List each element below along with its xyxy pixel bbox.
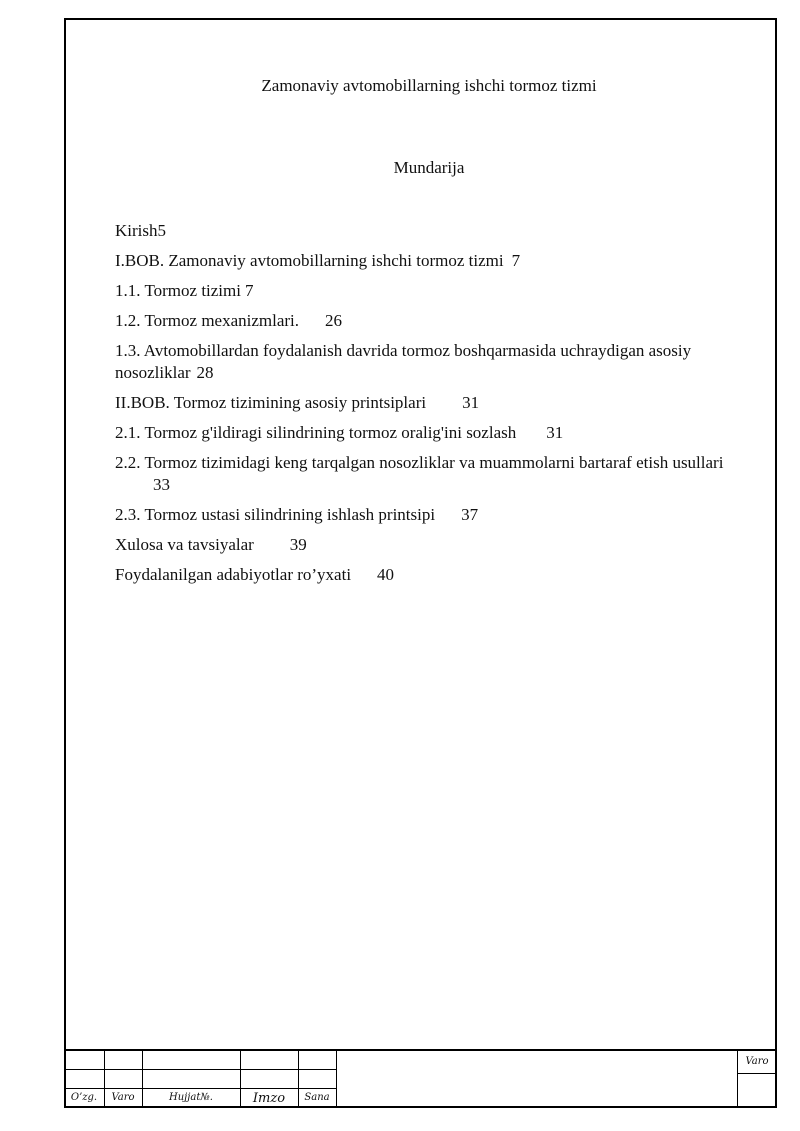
stamp-row-line	[64, 1088, 336, 1089]
toc-entry-title: 2.1. Tormoz g'ildiragi silindrining tormoz oralig'ini sozlash	[115, 423, 517, 442]
toc-entry-page: 26	[325, 311, 343, 330]
toc-entry-page: 7	[244, 281, 254, 300]
toc-entry-title: Kirish	[115, 221, 158, 240]
toc-entry	[115, 340, 745, 384]
toc-entry-title: II.BOB. Tormoz tizimining asosiy printsiplari	[115, 393, 427, 412]
toc-entry	[115, 452, 745, 496]
stamp-divider	[336, 1051, 337, 1108]
toc-entry-page: 37	[461, 505, 479, 524]
toc-entry-title: Xulosa va tavsiyalar	[115, 535, 254, 554]
toc-entry-title: 1.1. Tormoz tizimi	[115, 281, 241, 300]
stamp-label-sheet-number: Varo	[745, 1056, 769, 1067]
title-block-stamp	[64, 1049, 777, 1108]
toc-entry-page: 40	[377, 565, 395, 584]
toc-entry-title: Foydalanilgan adabiyotlar ro’yxati	[115, 565, 352, 584]
toc-entry	[115, 392, 745, 414]
toc-entry	[115, 504, 745, 526]
toc-entry	[115, 280, 745, 302]
toc-entry	[115, 534, 745, 556]
contents-heading: Mundarija	[393, 158, 465, 177]
toc-entry-title: 2.3. Tormoz ustasi silindrining ishlash printsipi	[115, 505, 436, 524]
stamp-label-sheet: Varo	[111, 1092, 135, 1103]
toc-entry	[115, 220, 745, 242]
toc-entry-page: 33	[153, 475, 170, 494]
toc-entry-page: 5	[157, 221, 166, 240]
toc-entry-title: 2.2. Tormoz tizimidagi keng tarqalgan nosozliklar va muammolarni bartaraf etish usullari	[115, 453, 724, 472]
toc-entry	[115, 564, 745, 586]
toc-entry-page: 39	[289, 535, 307, 554]
toc-entry-page: 31	[546, 423, 564, 442]
stamp-label-change: O’zg.	[70, 1092, 98, 1103]
toc-entry-page: 31	[462, 393, 480, 412]
toc-entry	[115, 250, 745, 272]
toc-entry	[115, 422, 745, 444]
stamp-row-line	[737, 1073, 777, 1074]
toc-entry-title: I.BOB. Zamonaviy avtomobillarning ishchi tormoz tizmi	[115, 251, 504, 270]
stamp-label-signature: Imzo	[252, 1091, 286, 1106]
toc-entry-page: 7	[511, 251, 521, 270]
table-of-contents	[115, 220, 745, 594]
toc-entry	[115, 310, 745, 332]
stamp-label-date: Sana	[304, 1092, 330, 1103]
toc-entry-title: 1.3. Avtomobillardan foydalanish davrida tormoz boshqarmasida uchraydigan asosiy nosozliklar	[115, 341, 692, 382]
stamp-label-document-number: Hujjat№.	[169, 1092, 213, 1103]
document-title: Zamonaviy avtomobillarning ishchi tormoz tizmi	[261, 76, 597, 95]
toc-entry-title: 1.2. Tormoz mexanizmlari.	[115, 311, 300, 330]
toc-entry-page: 28	[196, 363, 214, 382]
stamp-row-line	[64, 1069, 336, 1070]
